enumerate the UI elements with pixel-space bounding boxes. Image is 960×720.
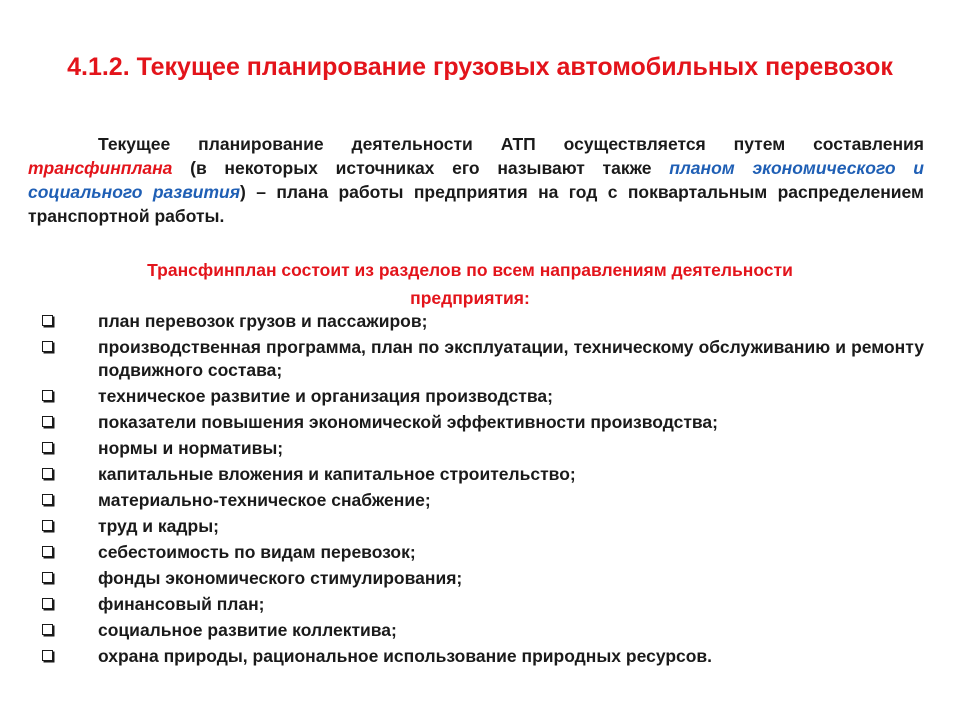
checkbox-square-icon [42, 390, 53, 401]
checkbox-square-icon [42, 598, 53, 609]
checkbox-square-icon [42, 624, 53, 635]
sections-heading-rest: состоит из разделов по всем направлениям деятельности предприятия: [276, 260, 793, 308]
sections-heading [100, 256, 840, 312]
checkbox-square-icon [42, 416, 53, 427]
section-item [38, 593, 924, 616]
checkbox-square-icon [42, 650, 53, 661]
checkbox-square-icon [42, 315, 53, 326]
section-item [38, 619, 924, 642]
checkbox-square-icon [42, 442, 53, 453]
checkbox-square-icon [42, 520, 53, 531]
intro-text-2: (в некоторых источниках его называют также [172, 158, 670, 178]
intro-text-3: ) – плана работы предприятия на год с поквартальным распределением транспортной работы. [28, 182, 924, 226]
section-item-label: план перевозок грузов и пассажиров; [98, 311, 428, 331]
section-item-label: труд и кадры; [98, 516, 219, 536]
section-item [38, 645, 924, 668]
checkbox-square-icon [42, 572, 53, 583]
section-item [38, 336, 924, 382]
section-item-label: фонды экономического стимулирования; [98, 568, 463, 588]
section-item [38, 567, 924, 590]
sections-list [38, 310, 924, 671]
section-item [38, 411, 924, 434]
section-item-label: материально-техническое снабжение; [98, 490, 431, 510]
section-item-label: капитальные вложения и капитальное строительство; [98, 464, 576, 484]
checkbox-square-icon [42, 341, 53, 352]
section-item [38, 385, 924, 408]
intro-text-1: Текущее планирование деятельности АТП осуществляется путем составления [98, 134, 924, 154]
section-item-label: себестоимость по видам перевозок; [98, 542, 416, 562]
section-item-label: техническое развитие и организация производства; [98, 386, 553, 406]
section-item [38, 541, 924, 564]
section-item [38, 515, 924, 538]
section-item [38, 489, 924, 512]
section-item [38, 437, 924, 460]
section-item [38, 310, 924, 333]
term-transfinplan: трансфинплана [28, 158, 173, 178]
intro-paragraph [28, 132, 924, 228]
checkbox-square-icon [42, 546, 53, 557]
checkbox-square-icon [42, 494, 53, 505]
slide-title: 4.1.2. Текущее планирование грузовых автомобильных перевозок [67, 53, 893, 81]
checkbox-square-icon [42, 468, 53, 479]
section-item-label: социальное развитие коллектива; [98, 620, 397, 640]
section-item-label: производственная программа, план по эксплуатации, техническому обслуживанию и ремонту подвижного состава; [98, 337, 924, 380]
section-item-label: нормы и нормативы; [98, 438, 284, 458]
section-item-label: показатели повышения экономической эффективности производства; [98, 412, 718, 432]
section-item [38, 463, 924, 486]
section-item-label: охрана природы, рациональное использование природных ресурсов. [98, 646, 713, 666]
sections-heading-term: Трансфинплан [147, 260, 277, 280]
section-item-label: финансовый план; [98, 594, 265, 614]
term-plan-development: планом экономического и социального развития [28, 158, 924, 202]
